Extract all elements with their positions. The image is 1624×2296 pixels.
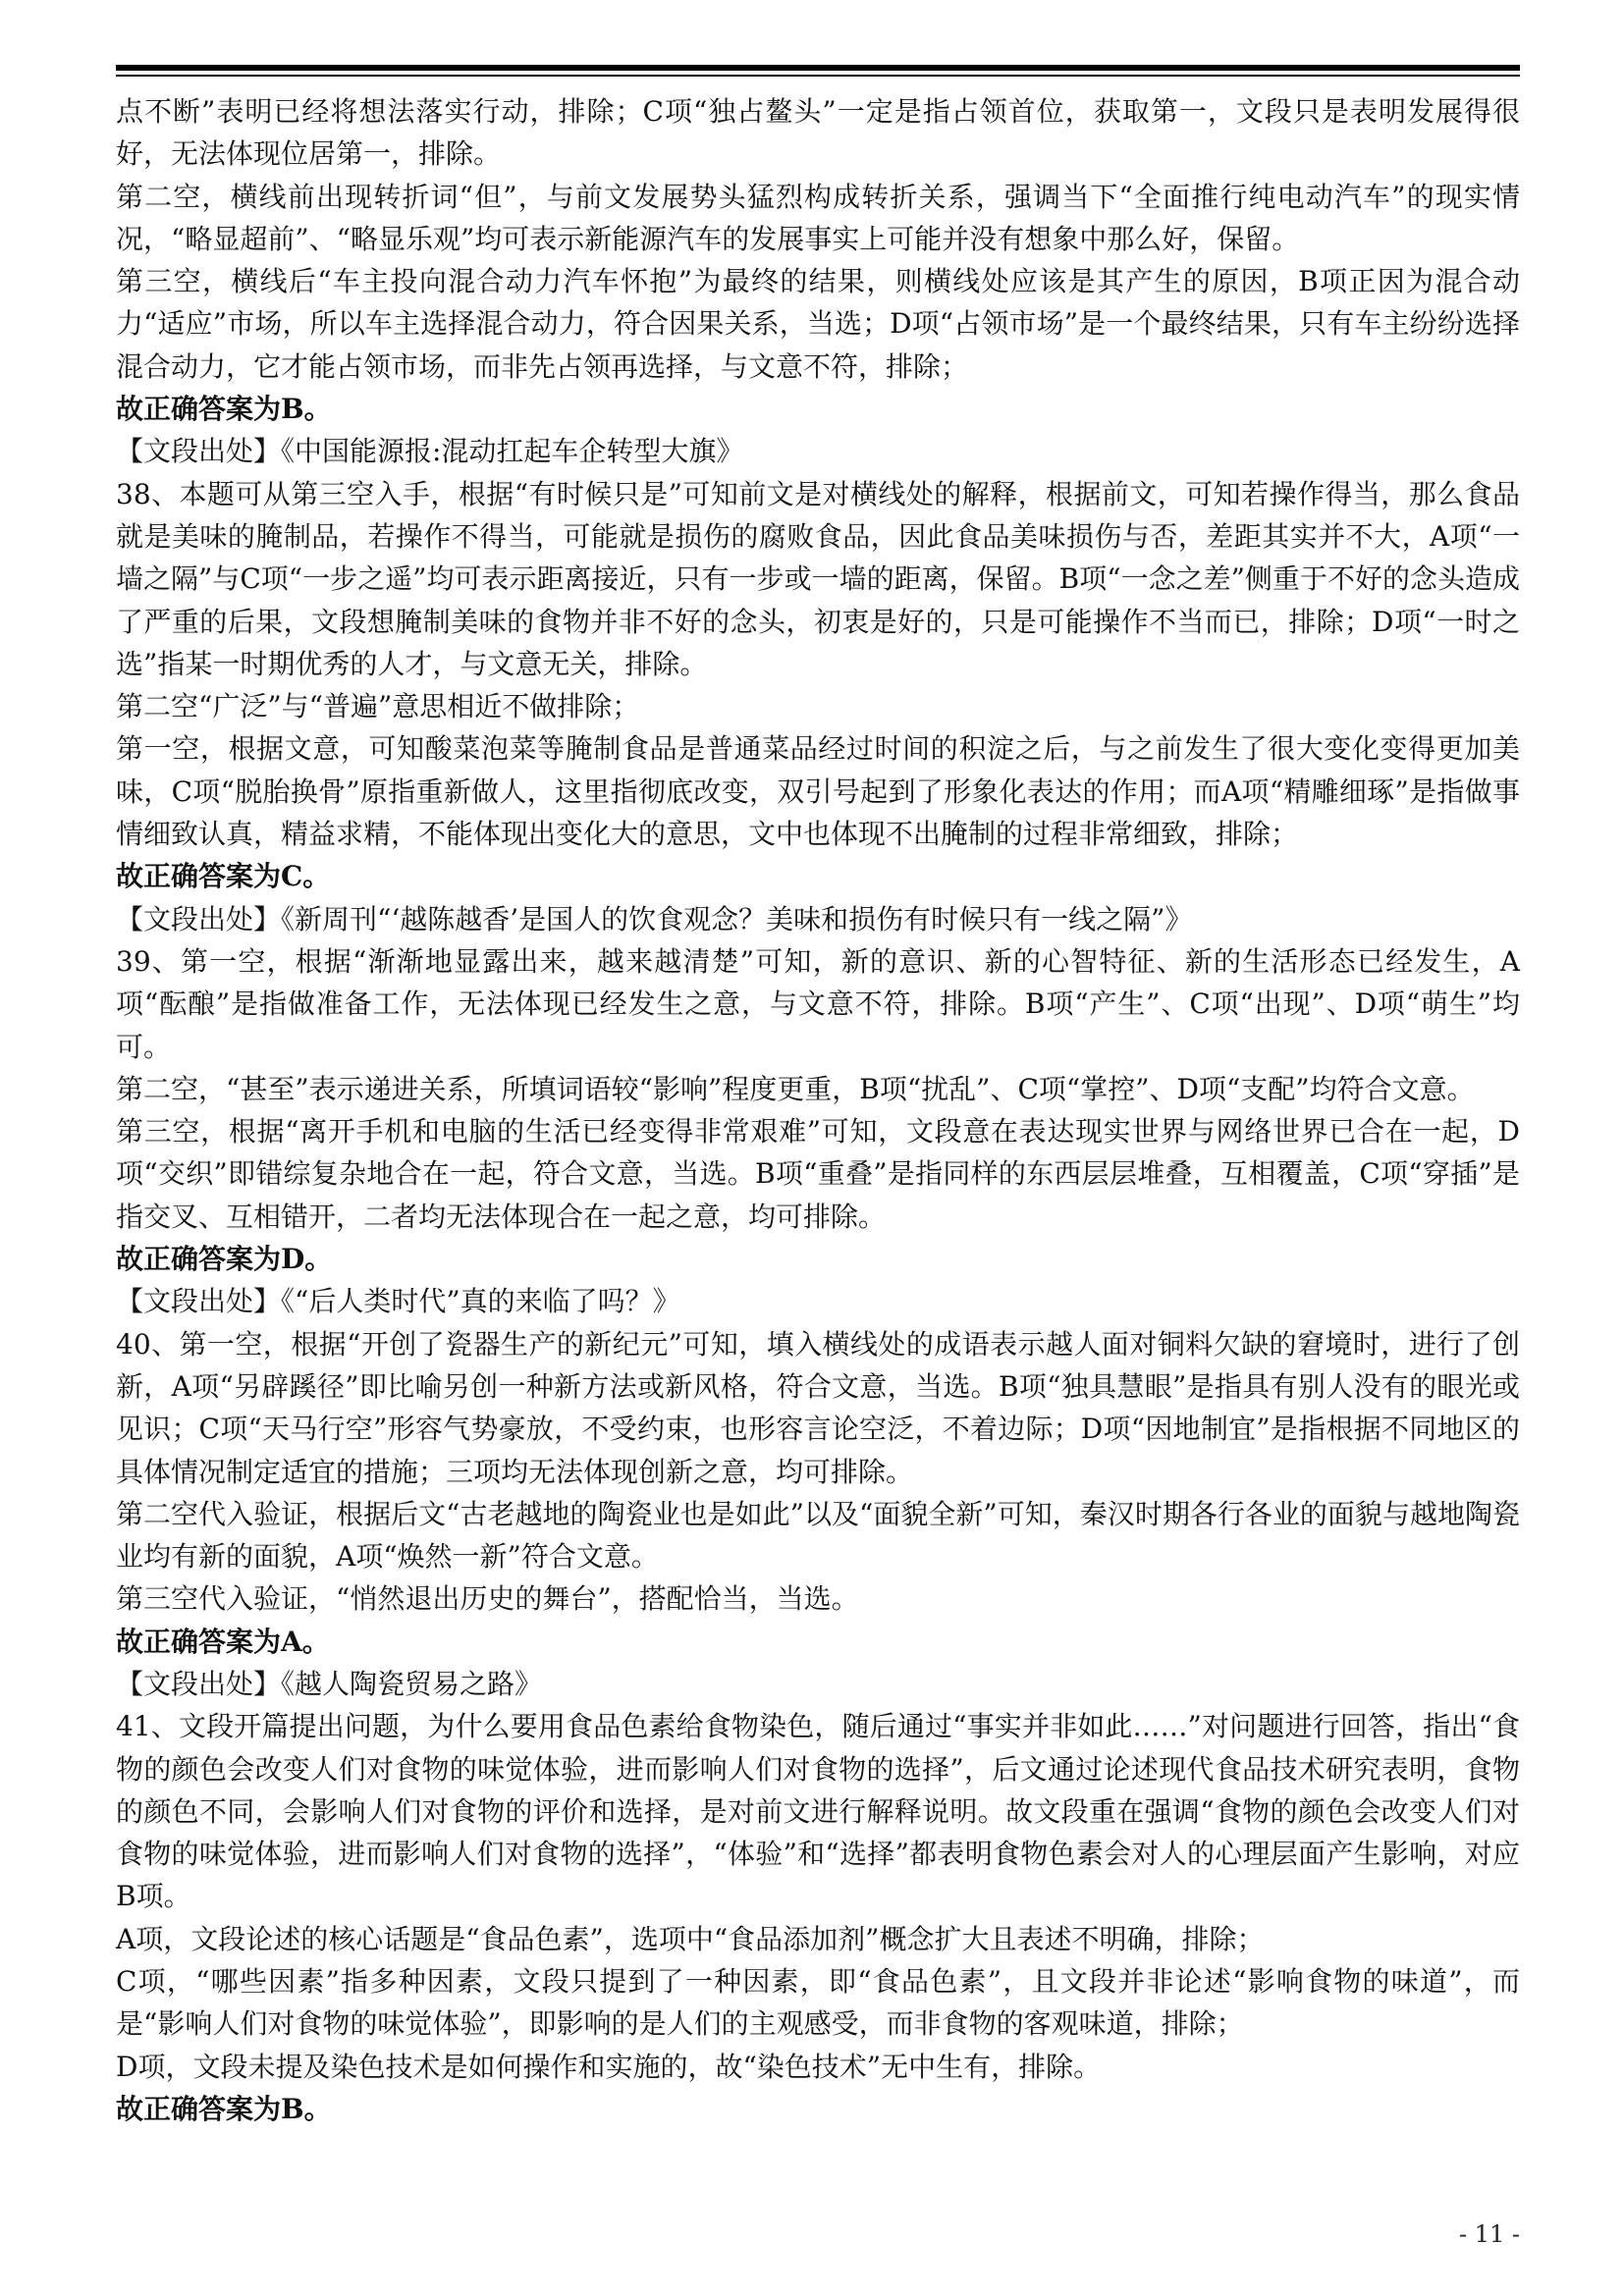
answer-line: 故正确答案为B。 (116, 393, 332, 426)
header-rule-thick (116, 65, 1520, 71)
paragraph: 第二空，横线前出现转折词“但”，与前文发展势头猛烈构成转折关系，强调当下“全面推行纯电动汽车”的现实情况，“略显超前”、“略显乐观”均可表示新能源汽车的发展事实上可能并没有想象中那么好，保留。 (116, 180, 1520, 255)
source-line: 【文段出处】《“后人类时代”真的来临了吗？》 (116, 1285, 680, 1318)
paragraph: 41、文段开篇提出问题，为什么要用食品色素给食物染色，随后通过“事实并非如此……”对问题进行回答，指出“食物的颜色会改变人们对食物的味觉体验，进而影响人们对食物的选择”，后文通过论述现代食品技术研究表明，食物的颜色不同，会影响人们对食物的评价和选择，是对前文进行解释说明。故文段重在强调“食物的颜色会改变人们对食物的味觉体验，进而影响人们对食物的选择”，“体验”和“选择”都表明食物色素会对人的心理层面产生影响，对应B项。 (116, 1710, 1520, 1913)
paragraph: 第二空代入验证，根据后文“古老越地的陶瓷业也是如此”以及“面貌全新”可知，秦汉时期各行各业的面貌与越地陶瓷业均有新的面貌，A项“焕然一新”符合文意。 (116, 1497, 1520, 1574)
answer-line: 故正确答案为A。 (116, 1625, 330, 1658)
paragraph: 点不断”表明已经将想法落实行动，排除；C项“独占鳌头”一定是指占领首位，获取第一，文段只是表明发展得很好，无法体现位居第一，排除。 (116, 95, 1520, 171)
paragraph: 第三空，根据“离开手机和电脑的生活已经变得非常艰难”可知，文段意在表达现实世界与网络世界已合在一起，D项“交织”即错综复杂地合在一起，符合文意，当选。B项“重叠”是指同样的东西层层堆叠，互相覆盖，C项“穿插”是指交叉、互相错开，二者均无法体现合在一起之意，均可排除。 (116, 1115, 1520, 1233)
source-line: 【文段出处】《越人陶瓷贸易之路》 (116, 1667, 543, 1700)
answer-line: 故正确答案为C。 (116, 860, 331, 893)
paragraph: 39、第一空，根据“渐渐地显露出来，越来越清楚”可知，新的意识、新的心智特征、新的生活形态已经发生，A项“酝酿”是指做准备工作，无法体现已经发生之意，与文意不符，排除。B项“产生”、C项“出现”、D项“萌生”均可。 (116, 944, 1520, 1063)
paragraph: 第三空代入验证，“悄然退出历史的舞台”，搭配恰当，当选。 (116, 1582, 859, 1616)
paragraph: 第三空，横线后“车主投向混合动力汽车怀抱”为最终的结果，则横线处应该是其产生的原因，B项正因为混合动力“适应”市场，所以车主选择混合动力，符合因果关系，当选；D项“占领市场”是一个最终结果，只有车主纷纷选择混合动力，它才能占领市场，而非先占领再选择，与文意不符，排除； (116, 265, 1520, 383)
paragraph: 38、本题可从第三空入手，根据“有时候只是”可知前文是对横线处的解释，根据前文，可知若操作得当，那么食品就是美味的腌制品，若操作不得当，可能就是损伤的腐败食品，因此食品美味损伤与否，差距其实并不大，A项“一墙之隔”与C项“一步之遥”均可表示距离接近，只有一步或一墙的距离，保留。B项“一念之差”侧重于不好的念头造成了严重的后果，文段想腌制美味的食物并非不好的念头，初衷是好的，只是可能操作不当而已，排除；D项“一时之选”指某一时期优秀的人才，与文意无关，排除。 (116, 477, 1520, 680)
header-rule-thin (116, 75, 1520, 77)
paragraph: D项，文段未提及染色技术是如何操作和实施的，故“染色技术”无中生有，排除。 (116, 2050, 1102, 2083)
paragraph: 第一空，根据文意，可知酸菜泡菜等腌制食品是普通菜品经过时间的积淀之后，与之前发生了很大变化变得更加美味，C项“脱胎换骨”原指重新做人，这里指彻底改变，双引号起到了形象化表达的作用；而A项“精雕细琢”是指做事情细致认真，精益求精，不能体现出变化大的意思，文中也体现不出腌制的过程非常细致，排除； (116, 732, 1520, 851)
answer-line: 故正确答案为B。 (116, 2092, 332, 2125)
page-body (116, 90, 1520, 2130)
paragraph: 40、第一空，根据“开创了瓷器生产的新纪元”可知，填入横线处的成语表示越人面对铜料欠缺的窘境时，进行了创新，A项“另辟蹊径”即比喻另创一种新方法或新风格，符合文意，当选。B项“独具慧眼”是指具有别人没有的眼光或见识；C项“天马行空”形容气势豪放，不受约束，也形容言论空泛，不着边际；D项“因地制宜”是指根据不同地区的具体情况制定适宜的措施；三项均无法体现创新之意，均可排除。 (116, 1327, 1520, 1488)
answer-line: 故正确答案为D。 (116, 1243, 333, 1276)
source-line: 【文段出处】《新周刊“‘越陈越香’是国人的饮食观念？美味和损伤有时候只有一线之隔”》 (116, 902, 1193, 935)
source-line: 【文段出处】《中国能源报:混动扛起车企转型大旗》 (116, 435, 744, 468)
paragraph: A项，文段论述的核心话题是“食品色素”，选项中“食品添加剂”概念扩大且表述不明确，排除； (116, 1922, 1265, 1955)
paragraph: C项，“哪些因素”指多种因素，文段只提到了一种因素，即“食品色素”，且文段并非论述“影响食物的味道”，而是“影响人们对食物的味觉体验”，即影响的是人们的主观感受，而非食物的客观味道，排除； (116, 1965, 1520, 2041)
paragraph: 第二空“广泛”与“普遍”意思相近不做排除； (116, 690, 640, 723)
page-number: - 11 - (1458, 2220, 1520, 2248)
paragraph: 第二空，“甚至”表示递进关系，所填词语较“影响”程度更重，B项“扰乱”、C项“掌控”、D项“支配”均符合文意。 (116, 1072, 1475, 1105)
